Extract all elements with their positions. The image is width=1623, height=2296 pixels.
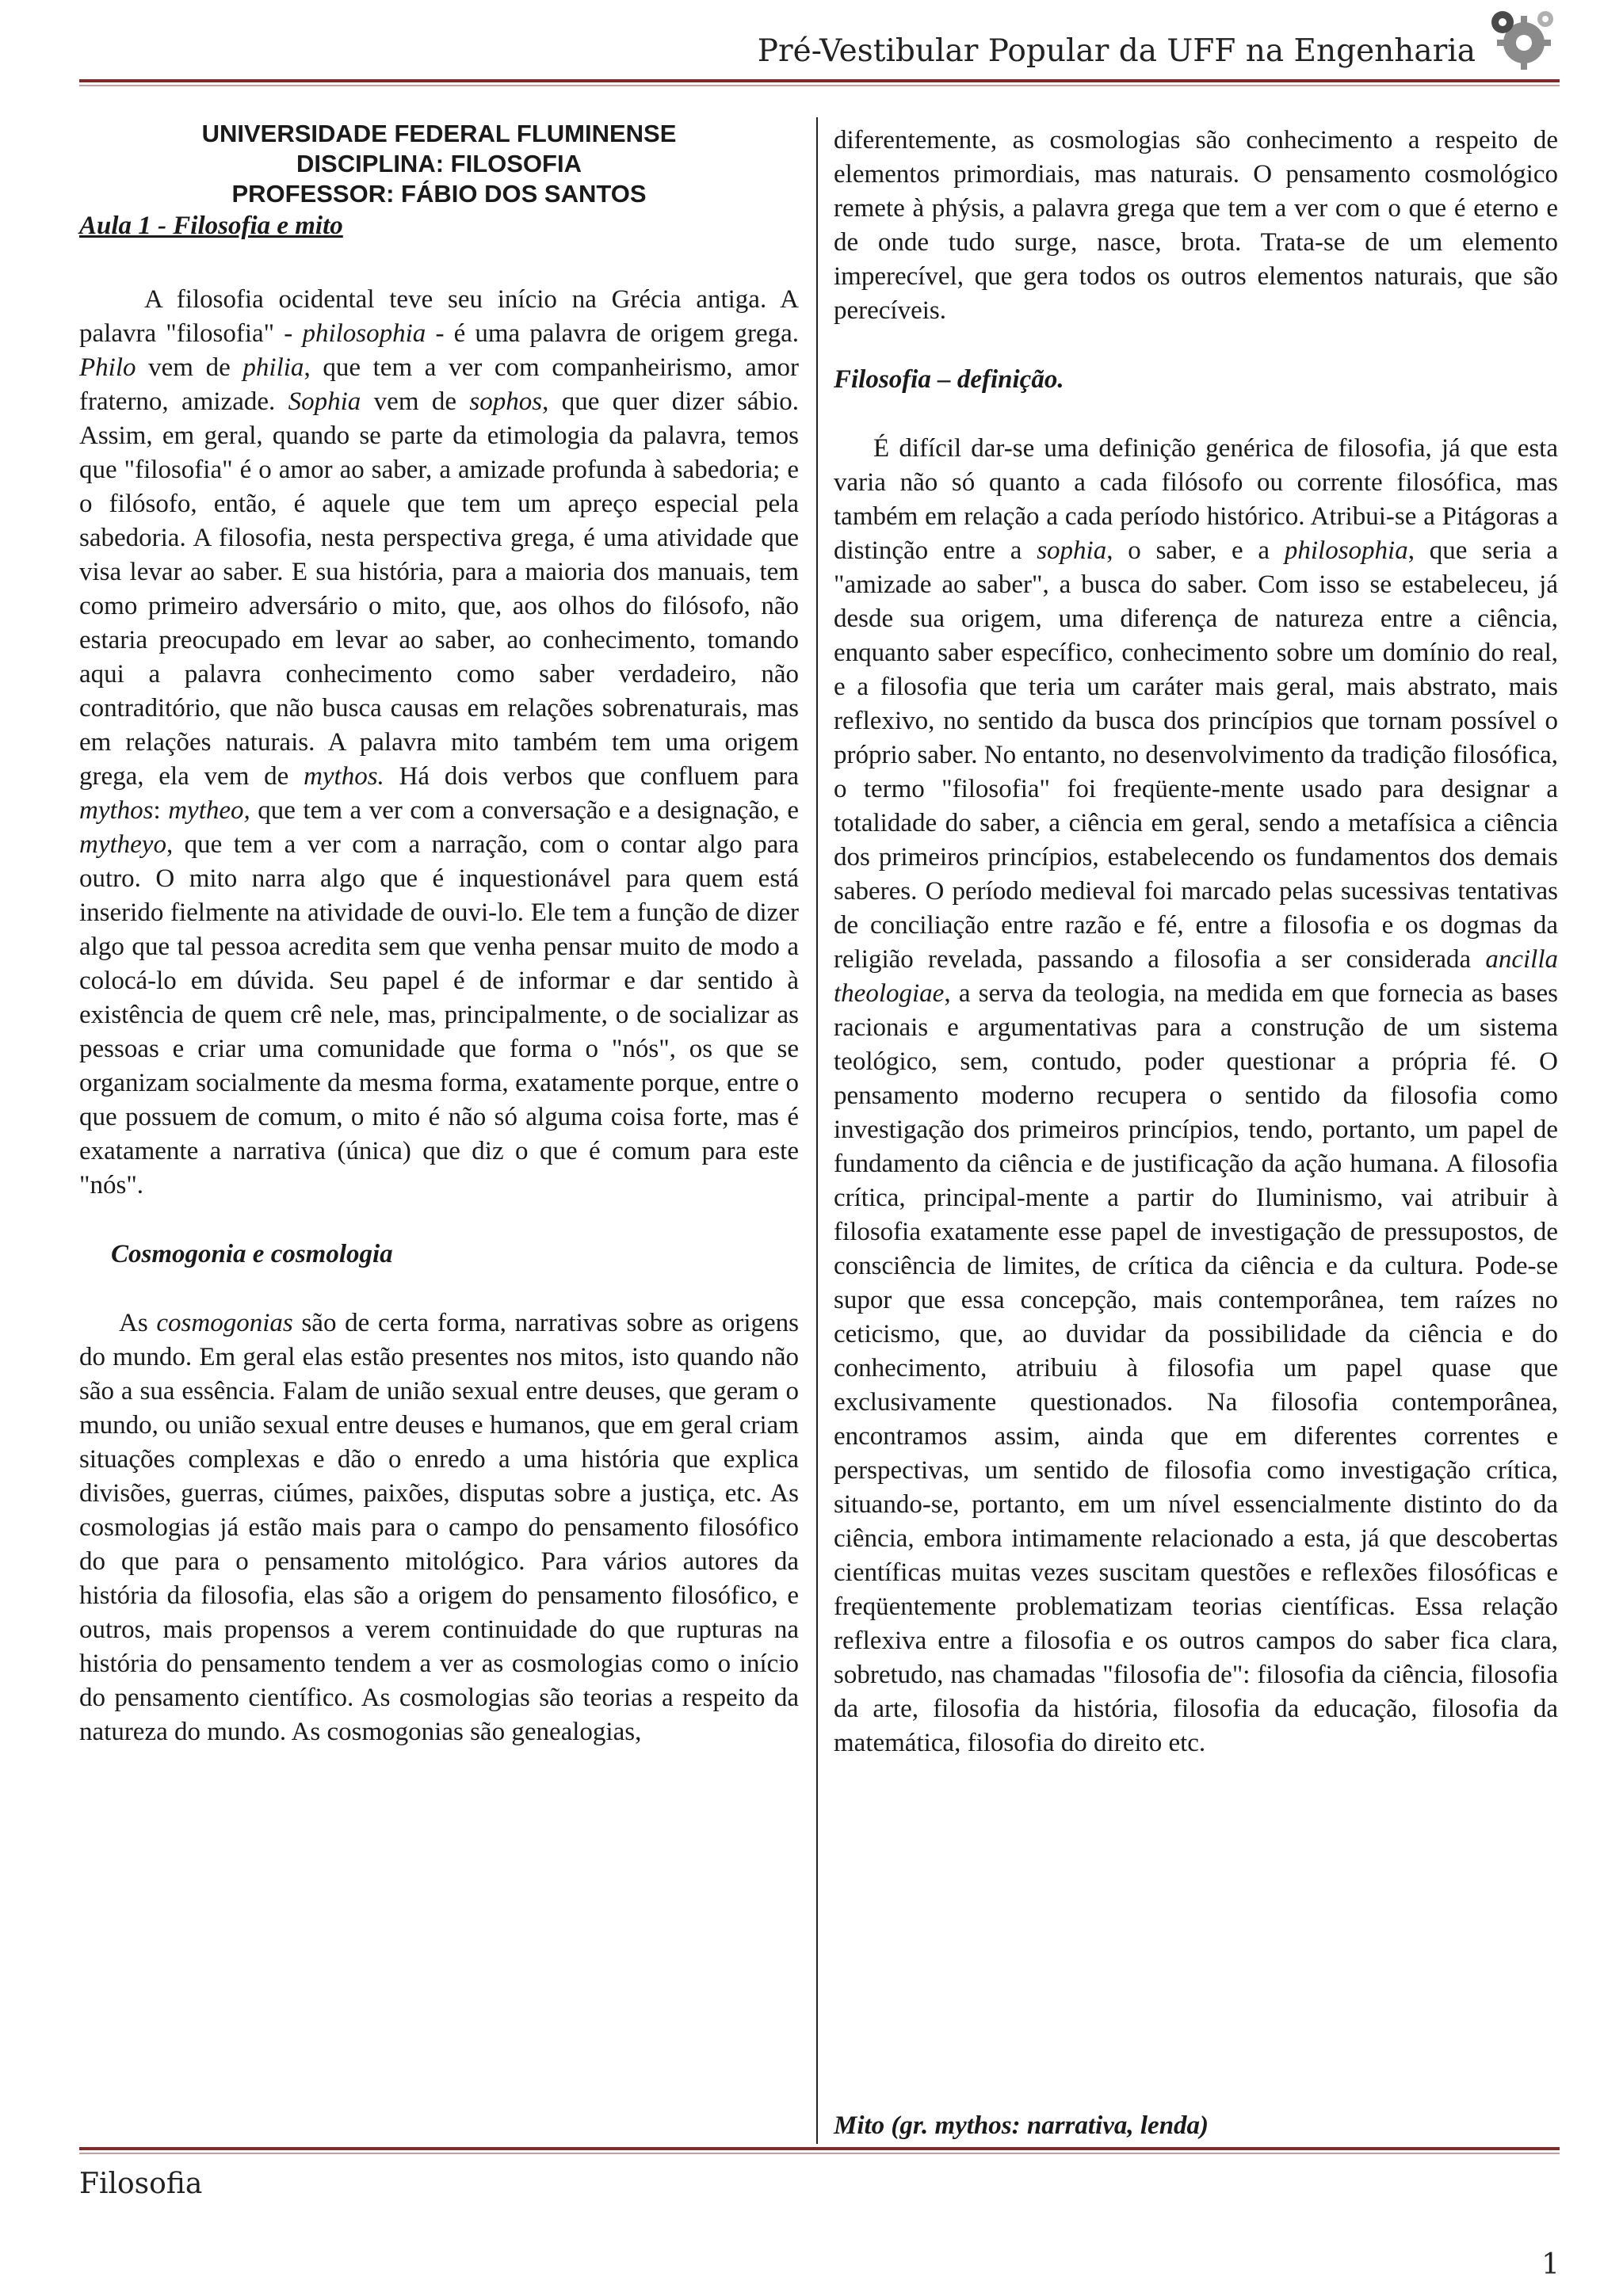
definicao-heading: Filosofia – definição. xyxy=(834,365,1064,394)
footer-rule xyxy=(79,2147,1560,2150)
column-divider xyxy=(816,117,818,2144)
header-rule xyxy=(79,79,1560,82)
lesson-title: Aula 1 - Filosofia e mito xyxy=(79,212,343,240)
intro-paragraph: A filosofia ocidental teve seu início na Grécia antiga. A palavra "filosofia" - philosophia - é uma palavra de origem grega. Philo vem de philia, que tem a ver com companheirismo, amor fraterno, amizade. Sophia vem de sophos, que quer dizer sábio. Assim, em geral, quando se parte da etimologia da palavra, temos que "filosofia" é o amor ao saber, a amizade profunda à sabedoria; e o filósofo, então, é aquele que tem um apreço especial pela sabedoria. A filosofia, nesta perspectiva grega, é uma atividade que visa levar ao saber. E sua história, para a maioria dos manuais, tem como primeiro adversário o mito, que, aos olhos do filósofo, não estaria preocupado em levar ao saber, ao conhecimento, tomando aqui a palavra conhecimento como saber verdadeiro, não contraditório, que não busca causas em relações sobrenaturais, mas em relações naturais. A palavra mito também tem uma origem grega, ela vem de mythos. Há dois verbos que confluem para mythos: mytheo, que tem a ver com a conversação e a designação, e mytheyo, que tem a ver com a narração, com o contar algo para outro. O mito narra algo que é inquestionável para quem está inserido fielmente na atividade de ouvi-lo. Ele tem a função de dizer algo que tal pessoa acredita sem que venha pensar muito de modo a colocá-lo em dúvida. Seu papel é de informar e dar sentido à existência de quem crê nele, mas, principalmente, o de socializar as pessoas e criar uma comunidade que forma o "nós", os que se organizam socialmente da mesma forma, exatamente porque, entre o que possuem de comum, o mito é não só alguma coisa forte, mas é exatamente a narrativa (única) que diz o que é comum para este "nós". xyxy=(79,285,800,1199)
left-column xyxy=(79,119,799,1749)
discipline-name: DISCIPLINA: FILOSOFIA xyxy=(296,150,582,177)
institution-block xyxy=(79,119,799,209)
header-rule-thin xyxy=(79,85,1560,86)
cosmogonia-heading: Cosmogonia e cosmologia xyxy=(111,1240,393,1268)
header-title: Pré-Vestibular Popular da UFF na Engenharia xyxy=(757,33,1476,69)
right-column xyxy=(834,119,1558,2140)
mito-heading: Mito (gr. mythos: narrativa, lenda) xyxy=(834,2111,1209,2140)
cosmogonia-paragraph: As cosmogonias são de certa forma, narrativas sobre as origens do mundo. Em geral elas estão presentes nos mitos, isto quando não são a sua essência. Falam de união sexual entre deuses, que geram o mundo, ou união sexual entre deuses e humanos, que em geral criam situações complexas e dão o enredo a uma história que explica divisões, guerras, ciúmes, paixões, disputas sobre a justiça, etc. As cosmologias já estão mais para o campo do pensamento filosófico do que para o pensamento mitológico. Para vários autores da história da filosofia, elas são a origem do pensamento filosófico, e outros, mais propensos a verem continuidade do que rupturas na história do pensamento tendem a ver as cosmologias como o início do pensamento científico. As cosmologias são teorias a respeito da natureza do mundo. As cosmogonias são genealogias, xyxy=(79,1309,799,1746)
institution-name: UNIVERSIDADE FEDERAL FLUMINENSE xyxy=(201,120,677,147)
page-number: 1 xyxy=(1541,2248,1560,2281)
cosmology-continuation: diferentemente, as cosmologias são conhecimento a respeito de elementos primordiais, mas naturais. O pensamento cosmológico remete à phýsis, a palavra grega que tem a ver com o que é eterno e de onde tudo surge, nasce, brota. Trata-se de um elemento imperecível, que gera todos os outros elementos naturais, que são perecíveis. xyxy=(834,126,1558,325)
definicao-paragraph: É difícil dar-se uma definição genérica de filosofia, já que esta varia não só quanto a cada filósofo ou corrente filosófica, mas também em relação a cada período histórico. Atribui-se a Pitágoras a distinção entre a sophia, o saber, e a philosophia, que seria a "amizade ao saber", a busca do saber. Com isso se estabeleceu, já desde sua origem, uma diferença de natureza entre a ciência, enquanto saber específico, conhecimento sobre um domínio do real, e a filosofia que teria um caráter mais geral, mais abstrato, mais reflexivo, no sentido da busca dos princípios que tornam possível o próprio saber. No entanto, no desenvolvimento da tradição filosófica, o termo "filosofia" foi freqüente-mente usado para designar a totalidade do saber, a ciência em geral, sendo a metafísica a ciência dos primeiros princípios, estabelecendo os fundamentos dos demais saberes. O período medieval foi marcado pelas sucessivas tentativas de conciliação entre razão e fé, entre a filosofia e os dogmas da religião revelada, passando a filosofia a ser considerada ancilla theologiae, a serva da teologia, na medida em que fornecia as bases racionais e argumentativas para a construção de um sistema teológico, sem, contudo, poder questionar a própria fé. O pensamento moderno recupera o sentido da filosofia como investigação dos primeiros princípios, tendo, portanto, um papel de fundamento da ciência e de justificação da ação humana. A filosofia crítica, principal-mente a partir do Iluminismo, vai atribuir à filosofia exatamente esse papel de investigação de pressupostos, de consciência de limites, de crítica da ciência e da cultura. Pode-se supor que essa concepção, mais contemporânea, tem raízes no ceticismo, que, ao duvidar da possibilidade da ciência e do conhecimento, atribuiu à filosofia um papel quase que exclusivamente questionados. Na filosofia contemporânea, encontramos assim, ainda que em diferentes correntes e perspectivas, um sentido de filosofia como investigação crítica, situando-se, portanto, em um nível essencialmente distinto do da ciência, embora intimamente relacionado a esta, já que descobertas científicas muitas vezes suscitam questões e reflexões filosóficas e freqüentemente problematizam teorias científicas. Essa relação reflexiva entre a filosofia e os outros campos do saber fica clara, sobretudo, nas chamadas "filosofia de": filosofia da ciência, filosofia da arte, filosofia da história, filosofia da educação, filosofia da matemática, filosofia do direito etc. xyxy=(834,434,1558,1757)
professor-name: PROFESSOR: FÁBIO DOS SANTOS xyxy=(231,180,647,208)
gears-logo-icon xyxy=(1480,5,1560,76)
footer-rule-thin xyxy=(79,2153,1560,2154)
footer-subject: Filosofia xyxy=(79,2168,203,2200)
